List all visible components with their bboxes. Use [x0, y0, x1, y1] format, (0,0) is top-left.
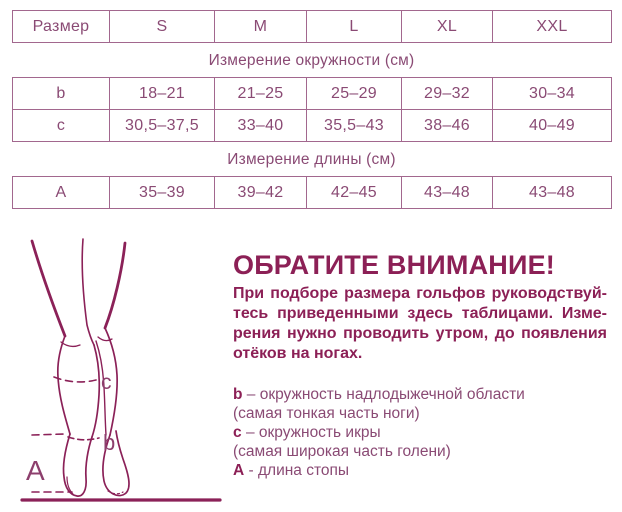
legend-item-b — [233, 385, 613, 404]
legend-key: b — [233, 386, 243, 403]
ankle-measure-dash — [32, 434, 64, 435]
table-cell: 33–40 — [215, 110, 307, 142]
leg-outline — [58, 336, 70, 434]
table-cell: 30–34 — [493, 78, 612, 110]
legend-text: - длина стопы — [248, 462, 350, 479]
size-s-cell: S — [110, 11, 215, 43]
legend-item-a — [233, 461, 613, 480]
legend-key: c — [233, 424, 242, 441]
foot-outline — [63, 434, 92, 496]
leg-outline — [92, 345, 99, 437]
table-row-c — [13, 110, 612, 142]
size-label-cell: Размер — [13, 11, 110, 43]
notice-line: отёков на ногах. — [233, 345, 363, 362]
measurement-legend — [233, 385, 613, 480]
table-cell: 35–39 — [110, 177, 215, 209]
table-cell: 42–45 — [307, 177, 402, 209]
ankle-measure-dash — [68, 437, 99, 440]
leg-outline — [32, 241, 65, 336]
row-label-c: c — [13, 110, 110, 142]
legend-text: – окружность икры — [245, 424, 381, 441]
table-cell: 39–42 — [215, 177, 307, 209]
table-cell: 35,5–43 — [307, 110, 402, 142]
table-cell: 18–21 — [110, 78, 215, 110]
size-header-row — [13, 11, 612, 43]
legend-note: (самая тонкая часть ноги) — [233, 405, 420, 422]
size-header-table — [12, 10, 612, 43]
notice-title: ОБРАТИТЕ ВНИМАНИЕ! — [233, 250, 555, 280]
legend-note: (самая широкая часть голени) — [233, 443, 451, 460]
legend-key: A — [233, 462, 245, 479]
diagram-label-b: b — [103, 430, 116, 455]
legs-measurement-illustration — [8, 237, 238, 512]
table-row-a — [13, 177, 612, 209]
table-row-b — [13, 78, 612, 110]
table-cell: 30,5–37,5 — [110, 110, 215, 142]
table-cell: 43–48 — [493, 177, 612, 209]
size-m-cell: M — [215, 11, 307, 43]
diagram-label-a: A — [26, 455, 45, 486]
circumference-table — [12, 77, 612, 142]
notice-paragraph — [233, 284, 607, 364]
table-cell: 40–49 — [493, 110, 612, 142]
legend-item-c — [233, 423, 613, 442]
leg-outline — [82, 239, 94, 345]
size-xxl-cell: XXL — [493, 11, 612, 43]
table-cell: 21–25 — [215, 78, 307, 110]
leg-outline — [105, 243, 125, 328]
knee-crease — [61, 342, 80, 346]
notice-line: тесь приведенными здесь таблицами. Изме- — [233, 305, 607, 322]
notice-line: рения нужно проводить утром, до появления — [233, 325, 607, 342]
size-l-cell: L — [307, 11, 402, 43]
row-label-a: A — [13, 177, 110, 209]
circumference-section-title: Измерение окружности (см) — [208, 52, 415, 69]
table-cell: 29–32 — [402, 78, 493, 110]
length-table — [12, 176, 612, 209]
table-cell: 43–48 — [402, 177, 493, 209]
notice-line: При подборе размера гольфов руководствуй- — [233, 285, 607, 302]
table-cell: 38–46 — [402, 110, 493, 142]
diagram-label-c: c — [101, 371, 112, 394]
calf-measure-dash — [54, 377, 96, 382]
legend-text: – окружность надлодыжечной области — [246, 386, 525, 403]
table-cell: 25–29 — [307, 78, 402, 110]
size-xl-cell: XL — [402, 11, 493, 43]
row-label-b: b — [13, 78, 110, 110]
length-section-title: Измерение длины (см) — [227, 151, 396, 168]
